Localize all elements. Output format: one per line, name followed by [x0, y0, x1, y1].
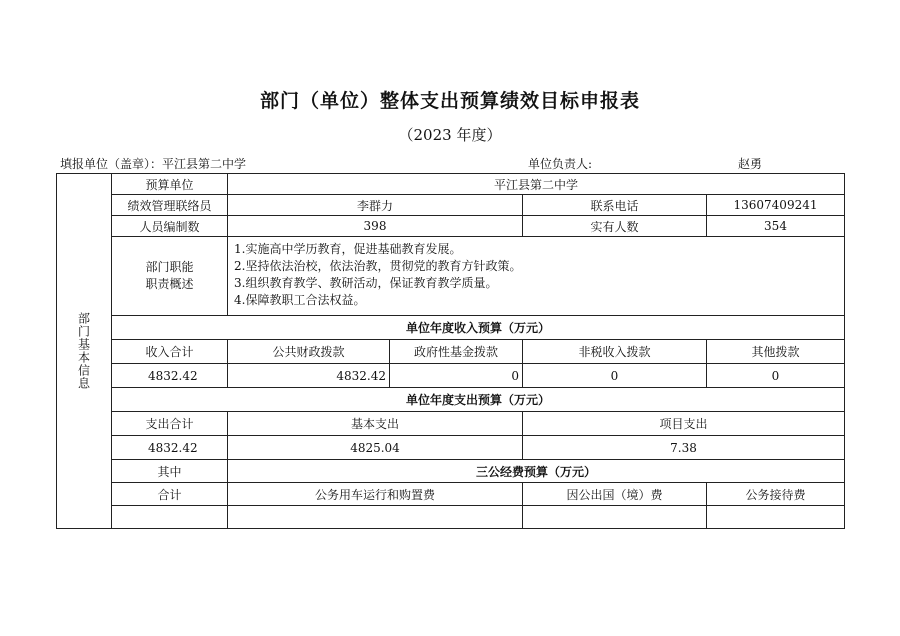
income-public-finance-value: 4832.42 [228, 364, 390, 388]
income-total-value: 4832.42 [112, 364, 228, 388]
contact-value: 李群力 [228, 195, 523, 216]
income-header: 政府性基金拨款 [390, 340, 523, 364]
three-total-value [112, 506, 228, 529]
expense-section-title: 单位年度支出预算（万元） [112, 388, 845, 412]
expense-header: 基本支出 [228, 412, 523, 436]
three-car-value [228, 506, 523, 529]
contact-label: 绩效管理联络员 [112, 195, 228, 216]
expense-total-value: 4832.42 [112, 436, 228, 460]
expense-project-value: 7.38 [523, 436, 845, 460]
actual-label: 实有人数 [523, 216, 707, 237]
three-header: 公务用车运行和购置费 [228, 483, 523, 506]
income-section-title: 单位年度收入预算（万元） [112, 316, 845, 340]
budget-form-table [56, 173, 845, 529]
expense-header: 支出合计 [112, 412, 228, 436]
staff-value: 398 [228, 216, 523, 237]
principal-name: 赵勇 [738, 157, 763, 171]
income-gov-fund-value: 0 [390, 364, 523, 388]
three-header: 因公出国（境）费 [523, 483, 707, 506]
duty-item: 3.组织教育教学、教研活动，保证教育教学质量。 [234, 276, 498, 290]
income-non-tax-value: 0 [523, 364, 707, 388]
duties-label [112, 237, 228, 316]
side-label-basic-info: 部门基本信息 [57, 174, 112, 529]
expense-header: 项目支出 [523, 412, 845, 436]
page-title: 部门（单位）整体支出预算绩效目标申报表 [259, 90, 640, 112]
three-reception-value [707, 506, 845, 529]
three-section-title: 三公经费预算（万元） [228, 460, 845, 483]
duties-label-line-2: 职责概述 [145, 277, 194, 291]
three-header: 公务接待费 [707, 483, 845, 506]
phone-label: 联系电话 [523, 195, 707, 216]
staff-label: 人员编制数 [112, 216, 228, 237]
duty-item: 1.实施高中学历教育，促进基础教育发展。 [234, 242, 462, 256]
actual-value: 354 [707, 216, 845, 237]
year-label: （2023 年度） [398, 126, 502, 144]
expense-basic-value: 4825.04 [228, 436, 523, 460]
duty-item: 4.保障教职工合法权益。 [234, 293, 366, 307]
income-header: 非税收入拨款 [523, 340, 707, 364]
income-header: 其他拨款 [707, 340, 845, 364]
income-header: 公共财政拨款 [228, 340, 390, 364]
three-row-label: 其中 [112, 460, 228, 483]
principal-label: 单位负责人: [528, 157, 593, 171]
duty-item: 2.坚持依法治校，依法治教，贯彻党的教育方针政策。 [234, 259, 522, 273]
three-abroad-value [523, 506, 707, 529]
income-header: 收入合计 [112, 340, 228, 364]
fill-unit-label: 填报单位（盖章）：平江县第二中学 [60, 157, 247, 171]
duties-text [228, 237, 845, 316]
duties-label-line-1: 部门职能 [145, 260, 194, 274]
phone-value: 13607409241 [707, 195, 845, 216]
budget-unit-value: 平江县第二中学 [228, 174, 845, 195]
budget-unit-label: 预算单位 [112, 174, 228, 195]
three-header: 合计 [112, 483, 228, 506]
income-other-value: 0 [707, 364, 845, 388]
